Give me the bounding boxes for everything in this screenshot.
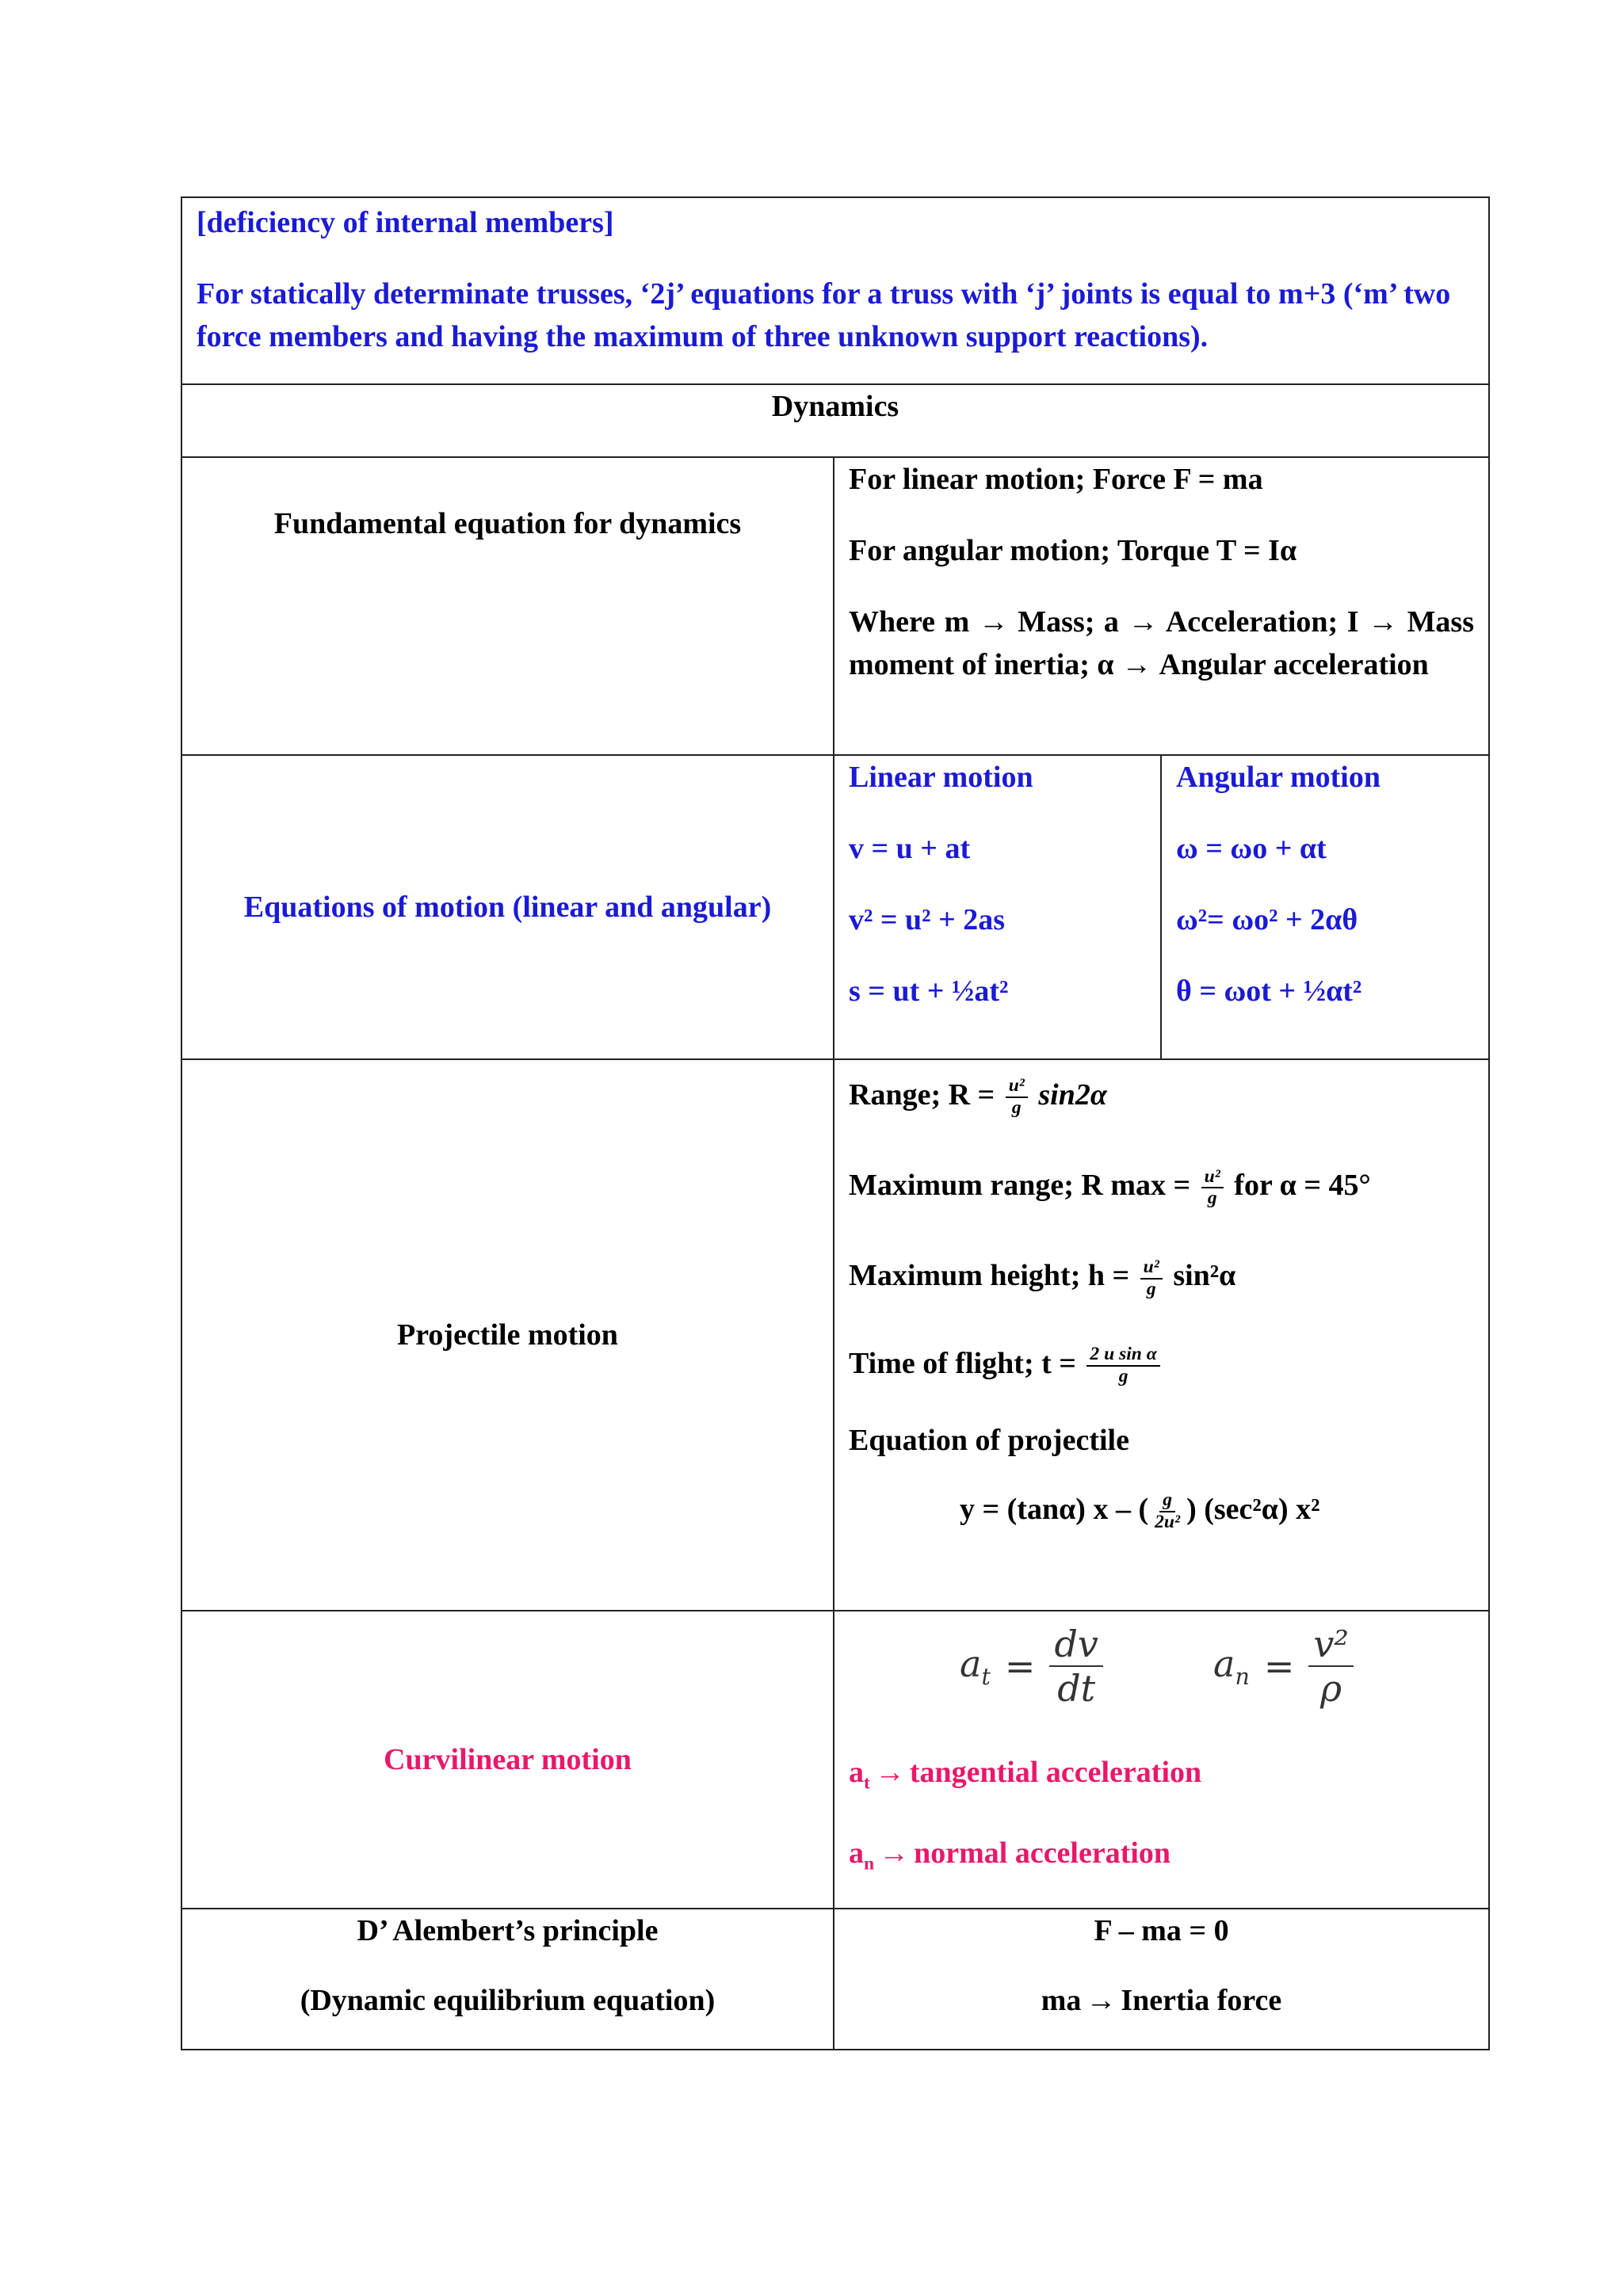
curvilinear-label: Curvilinear motion	[384, 1743, 632, 1776]
projectile-eq-prefix: y = (tanα) x – (	[960, 1492, 1149, 1526]
max-height-eq	[849, 1252, 1474, 1299]
time-label: Time of flight; t =	[849, 1346, 1076, 1380]
angular-motion-cell	[1161, 755, 1489, 1059]
curvilinear-formulas	[849, 1611, 1474, 1714]
max-range-label: Maximum range; R max =	[849, 1169, 1191, 1203]
dalembert-sublabel: (Dynamic equilibrium equation)	[300, 1984, 716, 2017]
dalembert-label-cell	[181, 1909, 834, 2050]
curvilinear-content-cell	[834, 1611, 1489, 1909]
fundamental-content-cell	[834, 457, 1489, 755]
max-range-condition: for α = 45°	[1234, 1169, 1371, 1203]
linear-force-eq: For linear motion; Force F = ma	[849, 463, 1263, 496]
normal-acc-def: $a_n$ → normal acceleration	[849, 1832, 1474, 1886]
truss-row	[181, 197, 1489, 384]
linear-eq-1: v = u + at	[849, 832, 971, 865]
arrow-icon: →	[874, 1756, 905, 1789]
truss-cell	[181, 197, 1489, 384]
dalembert-label: D’ Alembert’s principle	[357, 1914, 659, 1947]
angular-eq-3: θ = ωot + ½αt²	[1176, 974, 1362, 1008]
dalembert-content-cell	[834, 1909, 1489, 2050]
range-eq	[849, 1071, 1474, 1119]
normal-acc-text: normal acceleration	[914, 1836, 1171, 1870]
linear-eq-2: v² = u² + 2as	[849, 903, 1006, 936]
linear-motion-cell	[834, 755, 1161, 1059]
equations-row	[181, 755, 1489, 1059]
projectile-eq-suffix: ) (sec²α) x²	[1186, 1492, 1320, 1526]
projectile-eq-label: Equation of projectile	[849, 1423, 1129, 1457]
u2-over-g-fraction: $\frac{\text{u²}}{g}$	[1201, 1167, 1224, 1210]
max-height-expr: sin²α	[1173, 1259, 1236, 1293]
tangential-formula: $a_t$ = $\frac{dv}{dt}$	[960, 1623, 1103, 1710]
deficiency-text: [deficiency of internal members]	[197, 206, 614, 239]
linear-eq-3: s = ut + ½at²	[849, 974, 1009, 1008]
inertia-force-def: ma → Inertia force	[834, 1979, 1488, 2022]
tangential-acc-def: $a_t$ → tangential acceleration	[849, 1751, 1474, 1805]
where-definitions: Where m → Mass; a → Acceleration; I → Mass moment of inertia; α → Angular acceleration	[849, 605, 1475, 681]
curvilinear-row	[181, 1611, 1489, 1909]
projectile-label-cell	[181, 1059, 834, 1611]
g-over-2u2-fraction: $\frac{g}{\text{2u²}}$	[1155, 1489, 1181, 1533]
time-fraction: $\frac{\text{2 u sin α}}{g}$	[1086, 1344, 1159, 1387]
fundamental-row	[181, 457, 1489, 755]
curvilinear-label-cell	[181, 1611, 834, 1909]
projectile-label: Projectile motion	[397, 1318, 618, 1352]
projectile-content-cell	[834, 1059, 1489, 1611]
time-of-flight-eq	[849, 1340, 1474, 1387]
range-label: Range; R =	[849, 1078, 995, 1112]
dynamics-heading-row	[181, 384, 1489, 457]
angular-eq-2: ω²= ωo² + 2αθ	[1176, 903, 1358, 936]
angular-eq-1: ω = ωo + αt	[1176, 832, 1327, 865]
arrow-icon: →	[879, 1836, 910, 1870]
arrow-icon: →	[1086, 1984, 1117, 2017]
tangential-acc-text: tangential acceleration	[909, 1756, 1202, 1789]
linear-motion-header: Linear motion	[849, 761, 1033, 794]
dynamics-heading: Dynamics	[771, 390, 899, 423]
projectile-equation	[849, 1486, 1474, 1533]
inertia-force-text: Inertia force	[1121, 1984, 1282, 2017]
truss-statement: For statically determinate trusses, ‘2j’ equations for a truss with ‘j’ joints is equal to m+3 (‘m’ two force members and having the maximum of three unknown support reactions).	[197, 277, 1451, 353]
range-expr: sin2α	[1038, 1078, 1107, 1112]
formula-table	[181, 196, 1490, 2050]
max-height-label: Maximum height; h =	[849, 1259, 1130, 1293]
max-range-eq	[849, 1161, 1474, 1209]
fundamental-label: Fundamental equation for dynamics	[273, 507, 742, 540]
dalembert-equation: F – ma = 0	[1094, 1914, 1229, 1947]
angular-torque-eq: For angular motion; Torque T = Iα	[849, 534, 1297, 567]
equations-label-cell	[181, 755, 834, 1059]
projectile-row	[181, 1059, 1489, 1611]
fundamental-label-cell	[181, 457, 834, 755]
angular-motion-header: Angular motion	[1176, 761, 1381, 794]
normal-formula: $a_n$ = $\frac{\text{v²}}{\rho}$	[1213, 1623, 1354, 1710]
dalembert-row	[181, 1909, 1489, 2050]
dynamics-heading-cell	[181, 384, 1489, 457]
u2-over-g-fraction: $\frac{\text{u²}}{g}$	[1006, 1076, 1028, 1119]
u2-over-g-fraction: $\frac{\text{u²}}{g}$	[1140, 1257, 1163, 1300]
equations-label: Equations of motion (linear and angular)	[243, 891, 772, 924]
